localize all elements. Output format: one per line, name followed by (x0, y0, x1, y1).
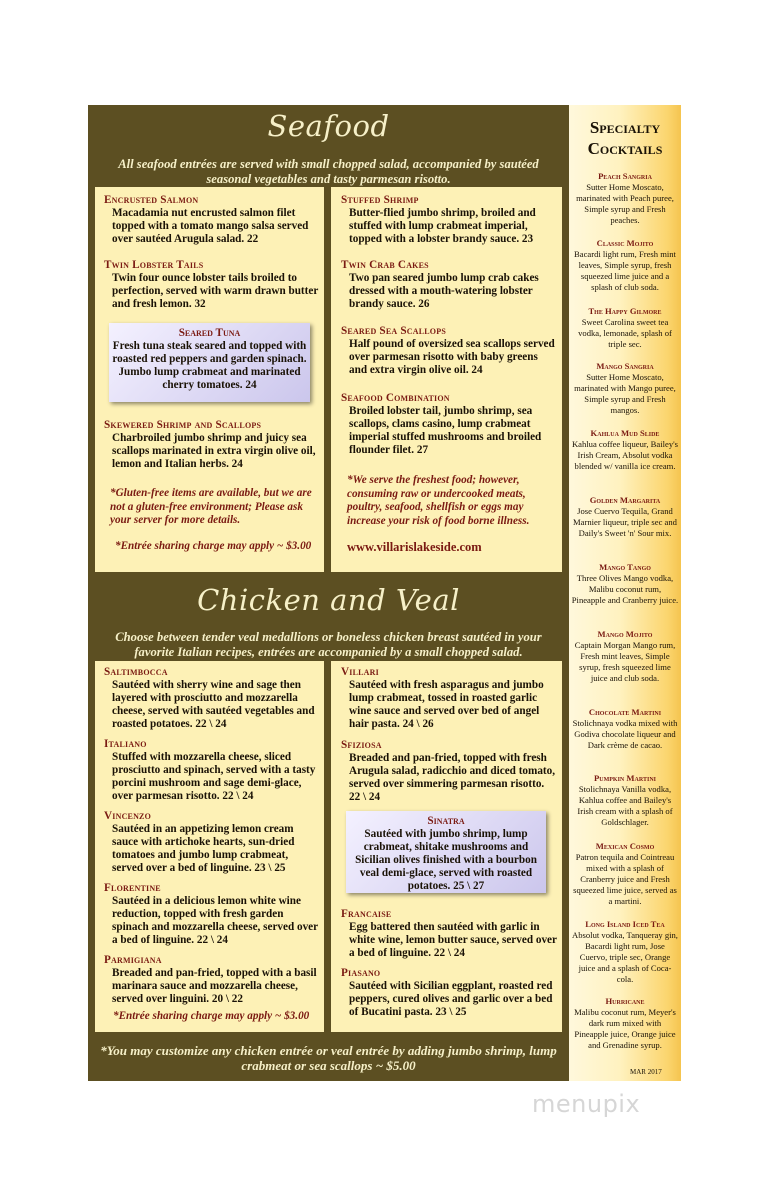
item-desc: Macadamia nut encrusted salmon filet topped with a tomato mango salsa served over sautéed Arugula salad. 22 (112, 207, 309, 245)
watermark-logo: menupix (532, 1090, 641, 1118)
item-desc: Sautéed with fresh asparagus and jumbo lump crabmeat, tossed in roasted garlic wine sauce and served over bed of angel hair pasta. 24 \ 26 (349, 679, 544, 730)
item-name: Sfiziosa (341, 739, 382, 751)
cocktail-item (571, 562, 679, 606)
menu-date: MAR 2017 (630, 1068, 662, 1076)
menu-item (104, 810, 320, 875)
cocktail-item (571, 841, 679, 907)
item-name: Seared Tuna (178, 327, 241, 339)
cocktail-name: Mango Mojito (597, 629, 653, 639)
item-desc: Broiled lobster tail, jumbo shrimp, sea scallops, clams casino, lump crabmeat imperial stuffed mushrooms and broiled flounder filet. 27 (349, 405, 542, 456)
menu-item (104, 954, 320, 1006)
cocktail-name: Golden Margarita (589, 495, 661, 505)
cocktail-desc: Absolut vodka, Tanqueray gin, Bacardi light rum, Jose Cuervo, triple sec, Orange juice and a splash of Coca-cola. (572, 930, 678, 984)
cocktail-item (571, 428, 679, 472)
item-desc: Sautéed with jumbo shrimp, lump crabmeat, shitake mushrooms and Sicilian olives finished with a bourbon veal demi-glace, served with roasted potatoes. 25 \ 27 (355, 828, 537, 892)
sharing-note: *Entrée sharing charge may apply ~ $3.00 (113, 1010, 310, 1022)
item-name: Parmigiana (104, 954, 162, 966)
chicken-veal-intro: Choose between tender veal medallions or boneless chicken breast sautéed in your favorite Italian recipes, entrées are accompanied by a small chopped salad. (115, 630, 542, 659)
cocktail-desc: Sweet Carolina sweet tea vodka, lemonade, splash of triple sec. (578, 317, 672, 349)
menu-item (341, 392, 557, 457)
item-desc: Charbroiled jumbo shrimp and juicy sea scallops marinated in extra virgin olive oil, lemon and Italian herbs. 24 (112, 432, 316, 470)
item-name: Twin Lobster Tails (104, 259, 204, 271)
cocktail-item (571, 306, 679, 350)
item-desc: Two pan seared jumbo lump crab cakes dressed with a mouth-watering lobster brandy sauce. 26 (349, 272, 539, 310)
seafood-intro: All seafood entrées are served with small chopped salad, accompanied by sautéed seasonal vegetables and tasty parmesan risotto. (118, 157, 539, 186)
cocktail-desc: Bacardi light rum, Fresh mint leaves, Simple syrup, fresh squeezed lime juice and a splash of club soda. (574, 249, 676, 292)
item-desc: Twin four ounce lobster tails broiled to perfection, served with warm drawn butter and fresh lemon. 32 (112, 272, 319, 310)
cocktail-desc: Jose Cuervo Tequila, Grand Marnier liqueur, triple sec and Daily's Sweet 'n' Sour mix. (573, 506, 677, 538)
item-name: Stuffed Shrimp (341, 194, 419, 206)
item-desc: Fresh tuna steak seared and topped with roasted red peppers and garden spinach. Jumbo lump crabmeat and marinated cherry tomatoes. 24 (112, 340, 307, 391)
cocktail-item (571, 171, 679, 226)
cocktail-desc: Patron tequila and Cointreau mixed with a splash of Cranberry juice and Fresh squeezed lime juice, served as a martini. (573, 852, 677, 906)
cocktail-desc: Kahlua coffee liqueur, Bailey's Irish Cream, Absolut vodka blended w/ vanilla ice cream. (571, 439, 679, 471)
item-name: Skewered Shrimp and Scallops (104, 419, 262, 431)
item-name: Vincenzo (104, 810, 152, 822)
menu-item (104, 666, 320, 731)
menu-item (104, 738, 320, 803)
cocktail-name: Peach Sangria (598, 171, 652, 181)
menu-item (104, 194, 320, 246)
cocktail-desc: Sutter Home Moscato, marinated with Mango puree, Simple syrup and Fresh mangos. (574, 372, 676, 415)
menu-item (341, 194, 557, 246)
item-name: Twin Crab Cakes (341, 259, 429, 271)
cocktail-name: Hurricane (605, 996, 645, 1006)
item-desc: Stuffed with mozzarella cheese, sliced prosciutto and spinach, served with a tasty porcini mushroom and sage demi-glace, over parmesan risotto. 22 \ 24 (112, 751, 316, 802)
item-name: Italiano (104, 738, 147, 750)
website-link[interactable]: www.villarislakeside.com (347, 540, 482, 554)
item-desc: Breaded and pan-fried, topped with a basil marinara sauce and mozzarella cheese, served over linguini. 20 \ 22 (112, 967, 317, 1005)
raw-food-note: *We serve the freshest food; however, consuming raw or undercooked meats, poultry, seafood, shellfish or eggs may increase your risk of food borne illness. (347, 474, 530, 527)
menu-item (341, 325, 557, 377)
menu-item (341, 967, 557, 1019)
menu-item (104, 882, 320, 947)
cocktail-item (571, 361, 679, 416)
customize-note: *You may customize any chicken entrée or veal entrée by adding jumbo shrimp, lump crabmeat or sea scallops ~ $5.00 (100, 1043, 557, 1073)
menu-item (341, 908, 557, 960)
item-name: Encrusted Salmon (104, 194, 199, 206)
cocktail-name: Mexican Cosmo (595, 841, 655, 851)
menu-item (341, 739, 557, 804)
cocktail-name: Chocolate Martini (588, 707, 662, 717)
item-name: Florentine (104, 882, 161, 894)
cocktail-item (571, 919, 679, 985)
cocktail-item (571, 996, 679, 1051)
item-desc: Sautéed in a delicious lemon white wine reduction, topped with fresh garden spinach and mozzarella cheese, served over a bed of linguine. 22 \ 24 (112, 895, 318, 946)
item-desc: Sautéed with sherry wine and sage then layered with prosciutto and mozzarella cheese, served with sautéed vegetables and roasted potatoes. 22 \ 24 (112, 679, 315, 730)
featured-box (109, 323, 310, 402)
item-name: Seafood Combination (341, 392, 450, 404)
menu-item (341, 666, 557, 731)
menu-item (104, 419, 320, 471)
cocktail-name: Pumpkin Martini (594, 773, 656, 783)
item-name: Francaise (341, 908, 392, 920)
chicken-veal-title: Chicken and Veal (197, 583, 460, 617)
item-desc: Butter-flied jumbo shrimp, broiled and stuffed with lump crabmeat imperial, topped with a lobster brandy sauce. 23 (349, 207, 536, 245)
cocktail-desc: Sutter Home Moscato, marinated with Peach puree, Simple syrup and Fresh peaches. (576, 182, 674, 225)
cocktail-name: Mango Tango (599, 562, 651, 572)
cocktail-name: Kahlua Mud Slide (590, 428, 660, 438)
cocktail-item (571, 238, 679, 293)
seafood-title: Seafood (267, 109, 390, 143)
cocktail-desc: Stolichnaya vodka mixed with Godiva chocolate liqueur and Dark crème de cacao. (572, 718, 678, 750)
item-name: Sinatra (427, 815, 465, 827)
menu-item (341, 259, 557, 311)
cocktail-desc: Three Olives Mango vodka, Malibu coconut rum, Pineapple and Cranberry juice. (571, 573, 679, 605)
cocktail-name: Mango Sangria (596, 361, 654, 371)
cocktail-desc: Stolichnaya Vanilla vodka, Kahlua coffee and Bailey's Irish cream with a splash of Goldschlager. (577, 784, 673, 827)
item-name: Saltimbocca (104, 666, 168, 678)
item-name: Piasano (341, 967, 381, 979)
item-name: Villari (341, 666, 379, 678)
item-desc: Egg battered then sautéed with garlic in white wine, lemon butter sauce, served over a bed of linguine. 22 \ 24 (349, 921, 557, 959)
cocktail-item (571, 707, 679, 751)
cocktail-item (571, 629, 679, 684)
featured-box (346, 811, 546, 893)
cocktail-name: Classic Mojito (596, 238, 654, 248)
gluten-note: *Gluten-free items are available, but we are not a gluten-free environment; Please ask your server for more details. (110, 487, 312, 526)
menu-item (104, 259, 320, 311)
item-desc: Half pound of oversized sea scallops served over parmesan risotto with baby greens and extra virgin olive oil. 24 (349, 338, 555, 376)
item-desc: Sautéed with Sicilian eggplant, roasted red peppers, cured olives and garlic over a bed of Bucatini pasta. 23 \ 25 (349, 980, 553, 1018)
item-desc: Sautéed in an appetizing lemon cream sauce with artichoke hearts, sun-dried tomatoes and jumbo lump crabmeat, served over a bed of linguine. 23 \ 25 (112, 823, 295, 874)
item-desc: Breaded and pan-fried, topped with fresh Arugula salad, radicchio and diced tomato, served over simmering parmesan risotto. 22 \ 24 (349, 752, 556, 803)
cocktail-name: The Happy Gilmore (588, 306, 662, 316)
item-name: Seared Sea Scallops (341, 325, 446, 337)
sharing-note: *Entrée sharing charge may apply ~ $3.00 (115, 540, 312, 552)
cocktail-desc: Malibu coconut rum, Meyer's dark rum mixed with Pineapple juice, Orange juice and Grenadine syrup. (574, 1007, 676, 1050)
cocktail-item (571, 773, 679, 828)
cocktail-desc: Captain Morgan Mango rum, Fresh mint leaves, Simple syrup, fresh squeezed lime juice and club soda. (574, 640, 676, 683)
cocktail-item (571, 495, 679, 539)
cocktails-title: Specialty Cocktails (587, 118, 663, 158)
cocktail-name: Long Island Iced Tea (585, 919, 665, 929)
